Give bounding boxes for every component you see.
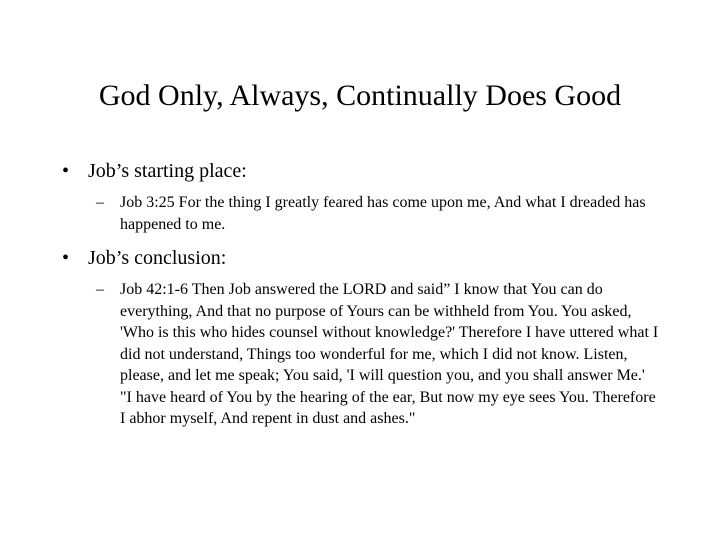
slide-title: God Only, Always, Continually Does Good — [98, 79, 622, 112]
sub-bullet-text: Job 42:1-6 Then Job answered the LORD and said” I know that You can do everything, And that no purpose of Yours can be withheld from You. You asked, 'Who is this who hides counsel without knowledge?' Therefore I have uttered what I did not understand, Things too wonderful for me, which I did not know. Listen, please, and let me speak; You said, 'I will question you, and you shall answer Me.' "I have heard of You by the hearing of the ear, But now my eye sees You. Therefore I abhor myself, And repent in dust and ashes." — [120, 281, 659, 427]
bullet-text: Job’s conclusion: — [88, 247, 227, 269]
bullet-item — [62, 245, 720, 271]
sub-bullet-item — [96, 279, 660, 430]
bullet-marker: • — [62, 247, 70, 269]
sub-bullet-marker: – — [96, 194, 104, 211]
sub-bullet-marker: – — [96, 281, 104, 298]
sub-bullet-item — [96, 192, 660, 235]
bullet-text: Job’s starting place: — [88, 160, 247, 182]
slide-content — [0, 158, 720, 430]
bullet-marker: • — [62, 160, 70, 182]
sub-bullet-text: Job 3:25 For the thing I greatly feared has come upon me, And what I dreaded has happened to me. — [120, 194, 646, 233]
bullet-item — [62, 158, 720, 184]
